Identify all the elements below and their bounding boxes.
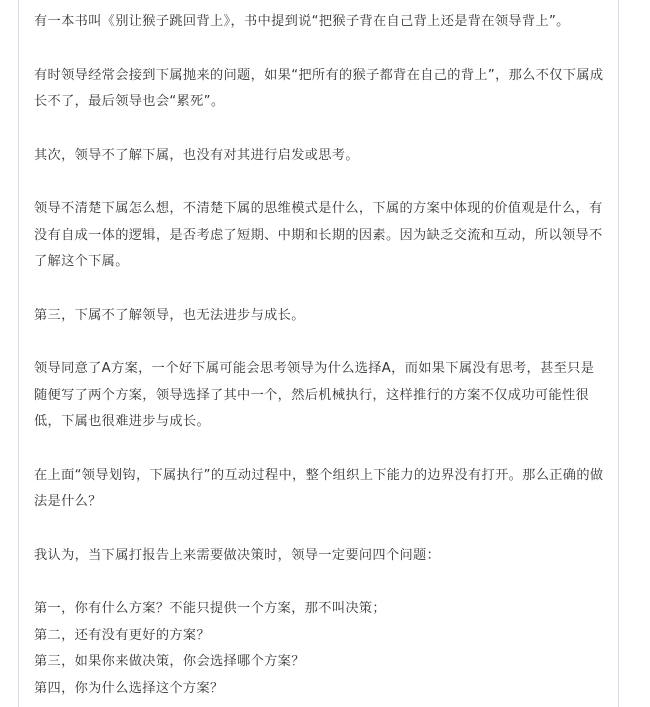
paragraph-interaction: 在上面“领导划钩，下属执行”的互动过程中，整个组织上下能力的边界没有打开。那么正确的做法是什么？ — [34, 467, 604, 509]
paragraph-book-intro: 有一本书叫《别让猴子跳回背上》，书中提到说“把猴子背在自己背上还是背在领导背上”。 — [34, 14, 570, 29]
question-item-1: 第一，你有什么方案？不能只提供一个方案，那不叫决策； — [34, 601, 386, 616]
paragraph-plan-a: 领导同意了A方案，一个好下属可能会思考领导为什么选择A，而如果下属没有思考，甚至只是随便写了两个方案，领导选择了其中一个，然后机械执行，这样推行的方案不仅成功可能性很低，下属也很难进步与成长。 — [34, 361, 595, 429]
paragraph-second-point: 其次，领导不了解下属，也没有对其进行启发或思考。 — [34, 147, 359, 163]
paragraph-four-questions-intro: 我认为，当下属打报告上来需要做决策时，领导一定要问四个问题： — [34, 547, 441, 563]
question-item-4: 第四，你为什么选择这个方案？ — [34, 680, 224, 696]
paragraph-leader-tired: 有时领导经常会接到下属抛来的问题，如果“把所有的猴子都背在自己的背上”，那么不仅下属成长不了，最后领导也会“累死”。 — [34, 67, 604, 109]
paragraph-leader-unaware: 领导不清楚下属怎么想，不清楚下属的思维模式是什么，下属的方案中体现的价值观是什么，有没有自成一体的逻辑，是否考虑了短期、中期和长期的因素。因为缺乏交流和互动，所以领导不了解这个下属。 — [34, 201, 603, 269]
paragraph-third-point: 第三，下属不了解领导，也无法进步与成长。 — [34, 307, 305, 323]
article-body — [34, 9, 606, 702]
question-item-3: 第三，如果你来做决策，你会选择哪个方案？ — [34, 654, 305, 669]
question-list — [34, 596, 606, 702]
article-container — [18, 0, 619, 707]
question-item-2: 第二，还有没有更好的方案？ — [34, 627, 210, 643]
